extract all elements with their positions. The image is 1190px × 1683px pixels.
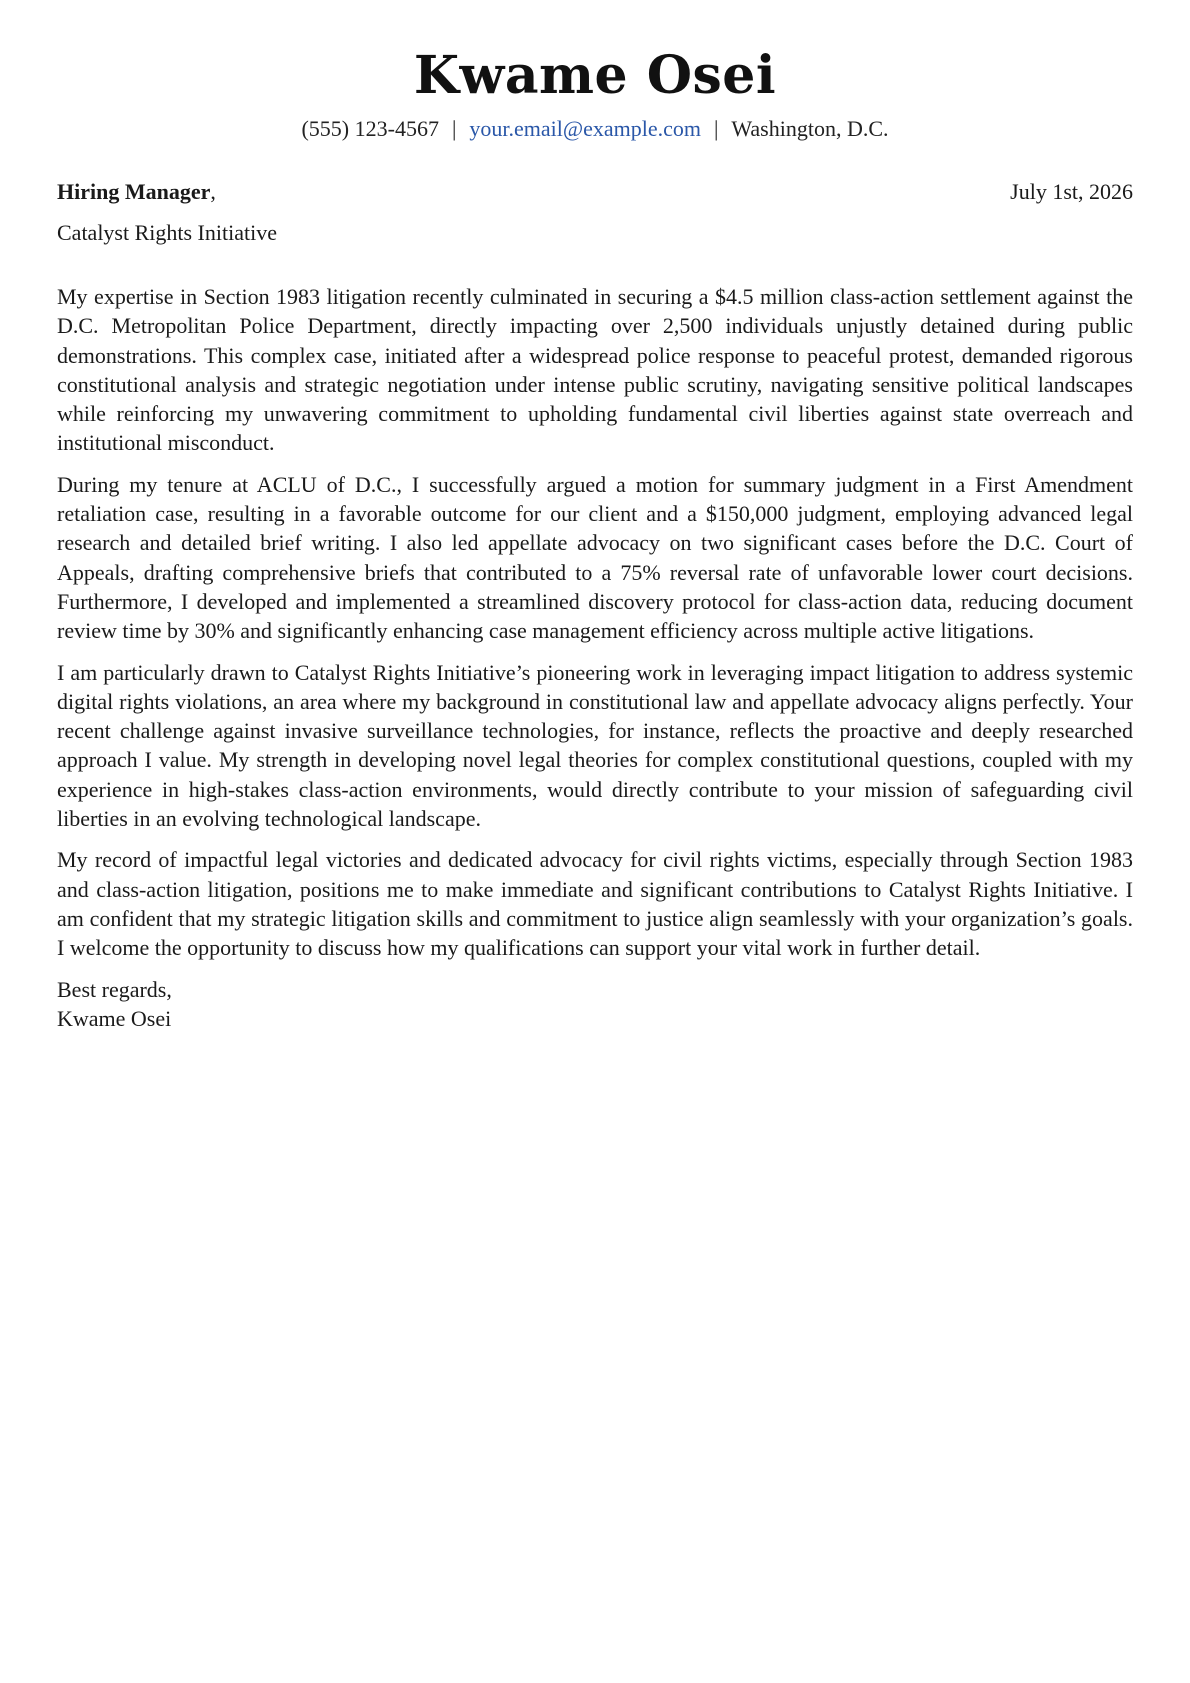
sign-off: Best regards, [57,976,172,1002]
body-paragraph: I am particularly drawn to Catalyst Rights Initiative’s pioneering work in leveraging impact litigation to address systemic digital rights violations, an area where my background in constitutional law and appellate advocacy aligns perfectly. Your recent challenge against invasive surveillance technologies, for instance, reflects the proactive and deeply researched approach I value. My strength in developing novel legal theories for complex constitutional questions, coupled with my experience in high-stakes class-action environments, would directly contribute to your mission of safeguarding civil liberties in an evolving technological landscape. [57,659,1133,832]
applicant-name: Kwame Osei [413,45,777,106]
contact-separator: | [451,116,457,141]
body-paragraph: During my tenure at ACLU of D.C., I successfully argued a motion for summary judgment in a First Amendment retaliation case, resulting in a favorable outcome for our client and a $150,000 judgment, employing advanced legal research and detailed brief writing. I also led appellate advocacy on two significant cases before the D.C. Court of Appeals, drafting comprehensive briefs that contributed to a 75% reversal rate of unfavorable lower court decisions. Furthermore, I developed and implemented a streamlined discovery protocol for class-action data, reducing document review time by 30% and significantly enhancing case management efficiency across multiple active litigations. [57,471,1133,644]
recipient-row [57,177,1133,207]
body-paragraph: My record of impactful legal victories and dedicated advocacy for civil rights victims, especially through Section 1983 and class-action litigation, positions me to make immediate and significant contributions to Catalyst Rights Initiative. I am confident that my strategic litigation skills and commitment to justice align seamlessly with your organization’s goals. I welcome the opportunity to discuss how my qualifications can support your vital work in further detail. [57,847,1133,961]
contact-separator: | [714,116,719,141]
contact-line [57,114,1133,144]
location: Washington, D.C. [731,116,889,141]
email-link[interactable]: your.email@example.com [469,116,701,141]
recipient-organization: Catalyst Rights Initiative [57,220,277,245]
phone-number: (555) 123-4567 [301,116,439,141]
letter-closing [57,975,1133,1034]
letter-date: July 1st, 2026 [1010,179,1133,204]
signature-name: Kwame Osei [57,1005,172,1031]
recipient-name-comma: , [210,179,216,204]
recipient-name: Hiring Manager [57,179,211,204]
body-paragraph: My expertise in Section 1983 litigation recently culminated in securing a $4.5 million class-action settlement against the D.C. Metropolitan Police Department, directly impacting over 2,500 individuals unjustly detained during public demonstrations. This complex case, initiated after a widespread police response to peaceful protest, demanded rigorous constitutional analysis and strategic negotiation under intense public scrutiny, navigating sensitive political landscapes while reinforcing my unwavering commitment to upholding fundamental civil liberties against state overreach and institutional misconduct. [57,284,1133,456]
letter-body [57,282,1133,1033]
